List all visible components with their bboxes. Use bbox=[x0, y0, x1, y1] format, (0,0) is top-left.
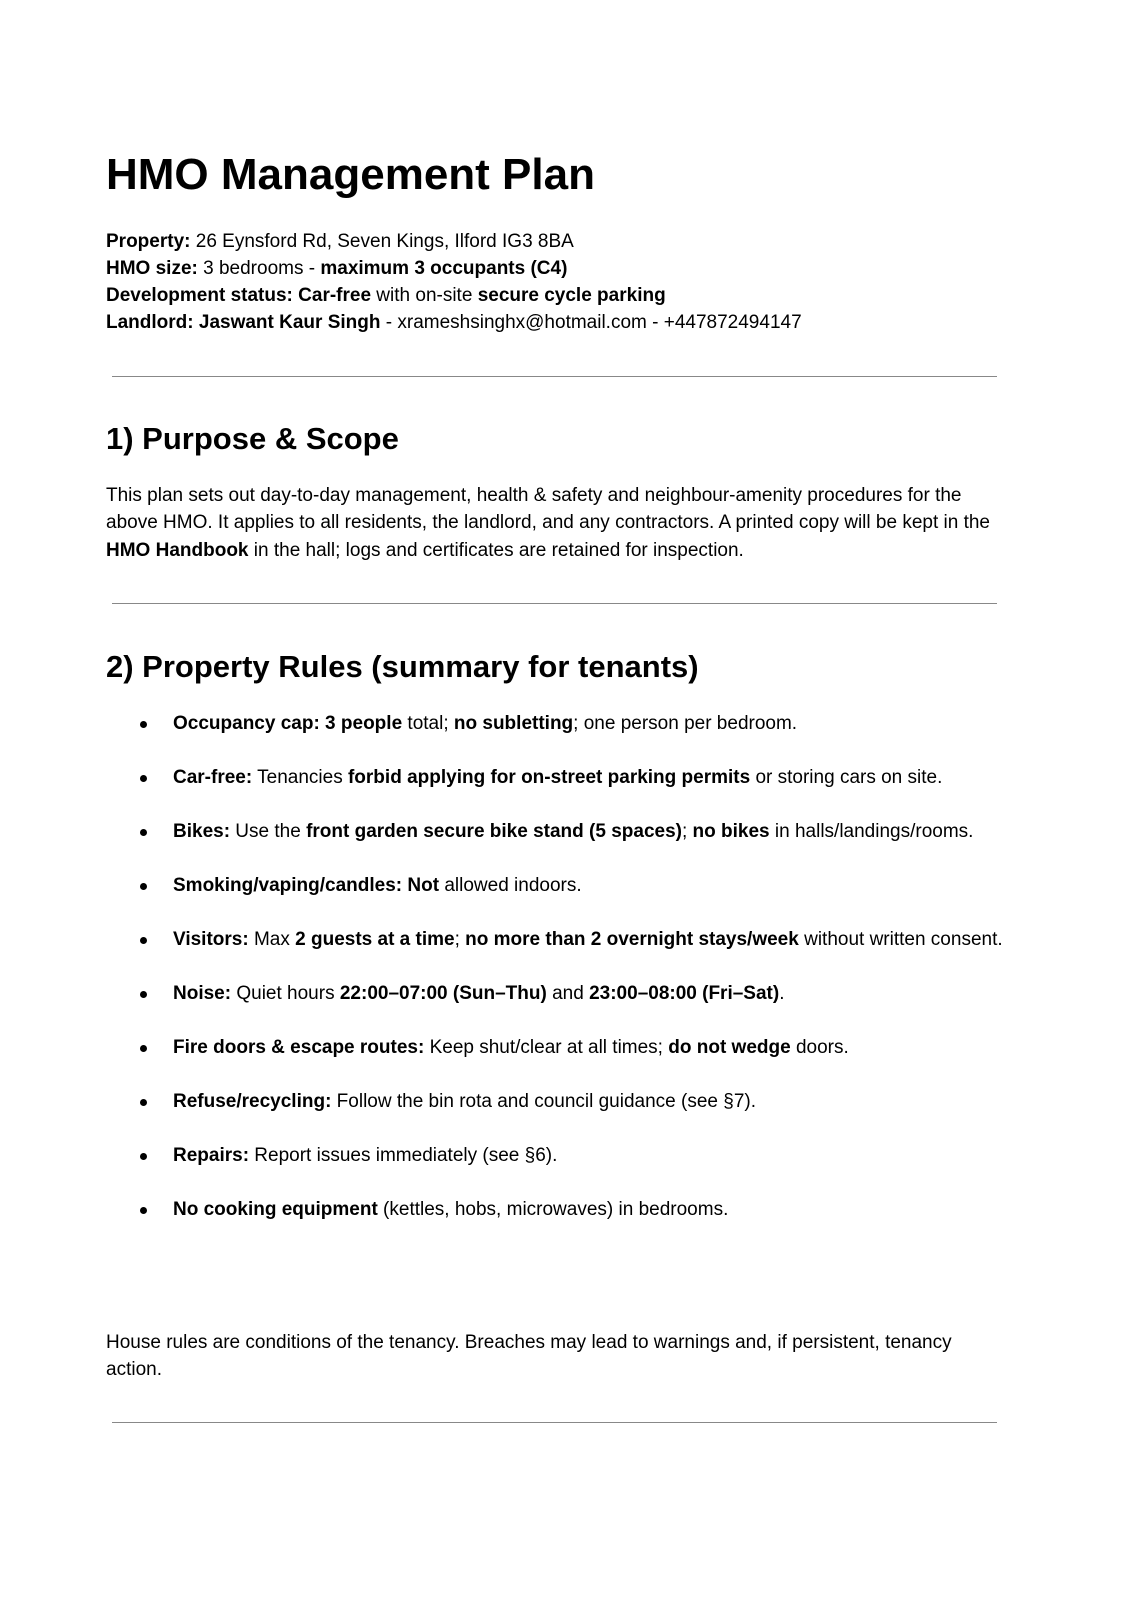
meta-line bbox=[106, 228, 802, 255]
bold-text: Noise: bbox=[173, 983, 232, 1004]
bold-text: HMO size: bbox=[106, 258, 198, 279]
bold-text: no more than 2 overnight stays/week bbox=[465, 929, 799, 950]
text: Max bbox=[248, 929, 296, 950]
rule-item bbox=[106, 818, 1006, 845]
purpose-paragraph bbox=[106, 482, 1006, 564]
bullet-icon bbox=[140, 775, 147, 782]
text: 3 bedrooms - bbox=[197, 258, 321, 279]
bold-text: Property: bbox=[106, 231, 191, 252]
bold-text: do not wedge bbox=[668, 1037, 791, 1058]
property-details bbox=[106, 228, 802, 336]
meta-line bbox=[106, 282, 802, 309]
text: ; one person per bedroom. bbox=[573, 713, 798, 734]
bold-text: secure cycle parking bbox=[477, 285, 666, 306]
text: without written consent. bbox=[798, 929, 1003, 950]
rule-item bbox=[106, 710, 1006, 737]
bullet-icon bbox=[140, 1153, 147, 1160]
bold-text: no subletting bbox=[453, 713, 574, 734]
rules-footer-paragraph bbox=[106, 1329, 1006, 1384]
bold-text: Fire doors & escape routes: bbox=[173, 1037, 425, 1058]
bullet-icon bbox=[140, 829, 147, 836]
bold-text: front garden secure bike stand (5 spaces) bbox=[306, 821, 682, 842]
document-title: HMO Management Plan bbox=[106, 150, 595, 199]
divider bbox=[112, 603, 997, 604]
bullet-icon bbox=[140, 991, 147, 998]
bullet-icon bbox=[140, 937, 147, 944]
text: in halls/landings/rooms. bbox=[769, 821, 974, 842]
rule-item bbox=[106, 1088, 1006, 1115]
bold-text: No cooking equipment bbox=[173, 1199, 378, 1220]
text: Use the bbox=[230, 821, 307, 842]
text: Report issues immediately (see §6). bbox=[249, 1145, 558, 1166]
text: - xrameshsinghx@hotmail.com - +447872494147 bbox=[380, 312, 802, 333]
bold-text: maximum 3 occupants (C4) bbox=[320, 258, 568, 279]
text: or storing cars on site. bbox=[750, 767, 943, 788]
rule-item bbox=[106, 1196, 1006, 1223]
text: total; bbox=[402, 713, 454, 734]
bold-text: Smoking/vaping/candles: Not bbox=[173, 875, 440, 896]
text: and bbox=[546, 983, 590, 1004]
bold-text: no bikes bbox=[692, 821, 770, 842]
rules-list bbox=[106, 710, 1006, 1250]
section-heading-rules: 2) Property Rules (summary for tenants) bbox=[106, 649, 699, 684]
bold-text: Refuse/recycling: bbox=[173, 1091, 332, 1112]
bullet-icon bbox=[140, 883, 147, 890]
text: House rules are conditions of the tenancy. Breaches may lead to warnings and, if persistent, tenancy action. bbox=[106, 1332, 952, 1381]
bold-text: Visitors: bbox=[173, 929, 249, 950]
text: Tenancies bbox=[252, 767, 348, 788]
text: Follow the bin rota and council guidance (see §7). bbox=[331, 1091, 756, 1112]
text: in the hall; logs and certificates are retained for inspection. bbox=[248, 539, 744, 561]
rule-item bbox=[106, 980, 1006, 1007]
bold-text: Occupancy cap: 3 people bbox=[173, 713, 403, 734]
text: . bbox=[779, 983, 785, 1004]
rule-item bbox=[106, 926, 1006, 953]
text: Quiet hours bbox=[231, 983, 340, 1004]
rule-item bbox=[106, 1034, 1006, 1061]
text: 26 Eynsford Rd, Seven Kings, Ilford IG3 8BA bbox=[190, 231, 574, 252]
bold-text: 23:00–08:00 (Fri–Sat) bbox=[589, 983, 780, 1004]
section-heading-purpose: 1) Purpose & Scope bbox=[106, 421, 399, 456]
bold-text: Landlord: Jaswant Kaur Singh bbox=[106, 312, 381, 333]
bold-text: Car-free: bbox=[173, 767, 253, 788]
rule-item bbox=[106, 872, 1006, 899]
bullet-icon bbox=[140, 721, 147, 728]
bold-text: Repairs: bbox=[173, 1145, 250, 1166]
text: allowed indoors. bbox=[439, 875, 582, 896]
text: with on-site bbox=[371, 285, 478, 306]
meta-line bbox=[106, 255, 802, 282]
bold-text: forbid applying for on-street parking permits bbox=[347, 767, 751, 788]
text: This plan sets out day-to-day management, health & safety and neighbour-amenity procedures for the above HMO. It applies to all residents, the landlord, and any contractors. A printed copy will be kept in the bbox=[106, 485, 990, 534]
bold-text: Bikes: bbox=[173, 821, 231, 842]
rule-item bbox=[106, 1142, 1006, 1169]
divider bbox=[112, 376, 997, 377]
divider bbox=[112, 1422, 997, 1423]
text: ; bbox=[454, 929, 466, 950]
text: doors. bbox=[790, 1037, 849, 1058]
text: ; bbox=[681, 821, 693, 842]
bold-text: HMO Handbook bbox=[106, 539, 249, 561]
rule-item bbox=[106, 764, 1006, 791]
text: (kettles, hobs, microwaves) in bedrooms. bbox=[377, 1199, 729, 1220]
bold-text: Development status: Car-free bbox=[106, 285, 372, 306]
meta-line bbox=[106, 309, 802, 336]
bullet-icon bbox=[140, 1207, 147, 1214]
text: Keep shut/clear at all times; bbox=[424, 1037, 669, 1058]
bullet-icon bbox=[140, 1099, 147, 1106]
bullet-icon bbox=[140, 1045, 147, 1052]
bold-text: 2 guests at a time bbox=[295, 929, 455, 950]
bold-text: 22:00–07:00 (Sun–Thu) bbox=[339, 983, 547, 1004]
